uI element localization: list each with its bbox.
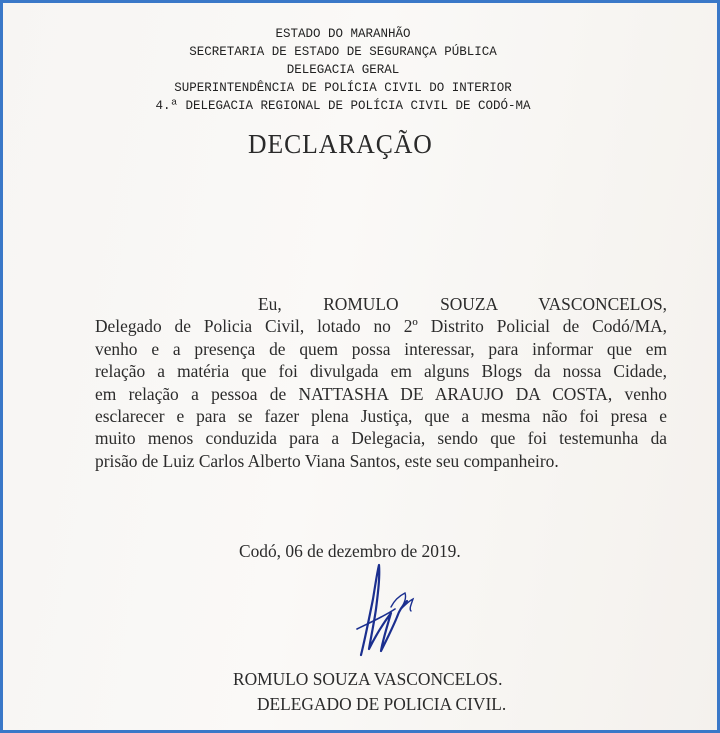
body-line: muito menos conduzida para a Delegacia, sendo que foi testemunha da (95, 428, 667, 449)
handwritten-signature (351, 559, 421, 659)
letterhead-superintendence: SUPERINTENDÊNCIA DE POLÍCIA CIVIL DO INTERIOR (174, 81, 512, 95)
body-line: venho e a presença de quem possa interessar, para informar que em (95, 338, 667, 359)
signature-block (233, 667, 506, 717)
body-line: Delegado de Policia Civil, lotado no 2º Distrito Policial de Codó/MA, (95, 316, 667, 337)
body-line: esclarecer e para se fazer plena Justiça, que a mesma não foi presa e (95, 406, 667, 427)
letterhead-regional-office: 4.ª DELEGACIA REGIONAL DE POLÍCIA CIVIL DE CODÓ-MA (155, 99, 531, 113)
signer-name: ROMULO SOUZA VASCONCELOS. (233, 669, 503, 689)
letterhead-secretariat: SECRETARIA DE ESTADO DE SEGURANÇA PÚBLICA (189, 45, 497, 59)
document-title: DECLARAÇÃO (248, 129, 433, 159)
signer-role: DELEGADO DE POLICIA CIVIL. (257, 694, 507, 714)
declaration-body (95, 293, 667, 472)
body-line: Eu, ROMULO SOUZA VASCONCELOS, (258, 294, 667, 314)
body-line: prisão de Luiz Carlos Alberto Viana Santos, este seu companheiro. (95, 450, 559, 471)
body-line: em relação a pessoa de NATTASHA DE ARAUJO DA COSTA, venho (95, 383, 667, 404)
document-date: Codó, 06 de dezembro de 2019. (239, 541, 461, 561)
letterhead-state: ESTADO DO MARANHÃO (275, 27, 411, 41)
letterhead (3, 25, 683, 115)
body-line: relação a matéria que foi divulgada em alguns Blogs da nossa Cidade, (95, 361, 667, 382)
letterhead-general-office: DELEGACIA GERAL (286, 63, 400, 77)
